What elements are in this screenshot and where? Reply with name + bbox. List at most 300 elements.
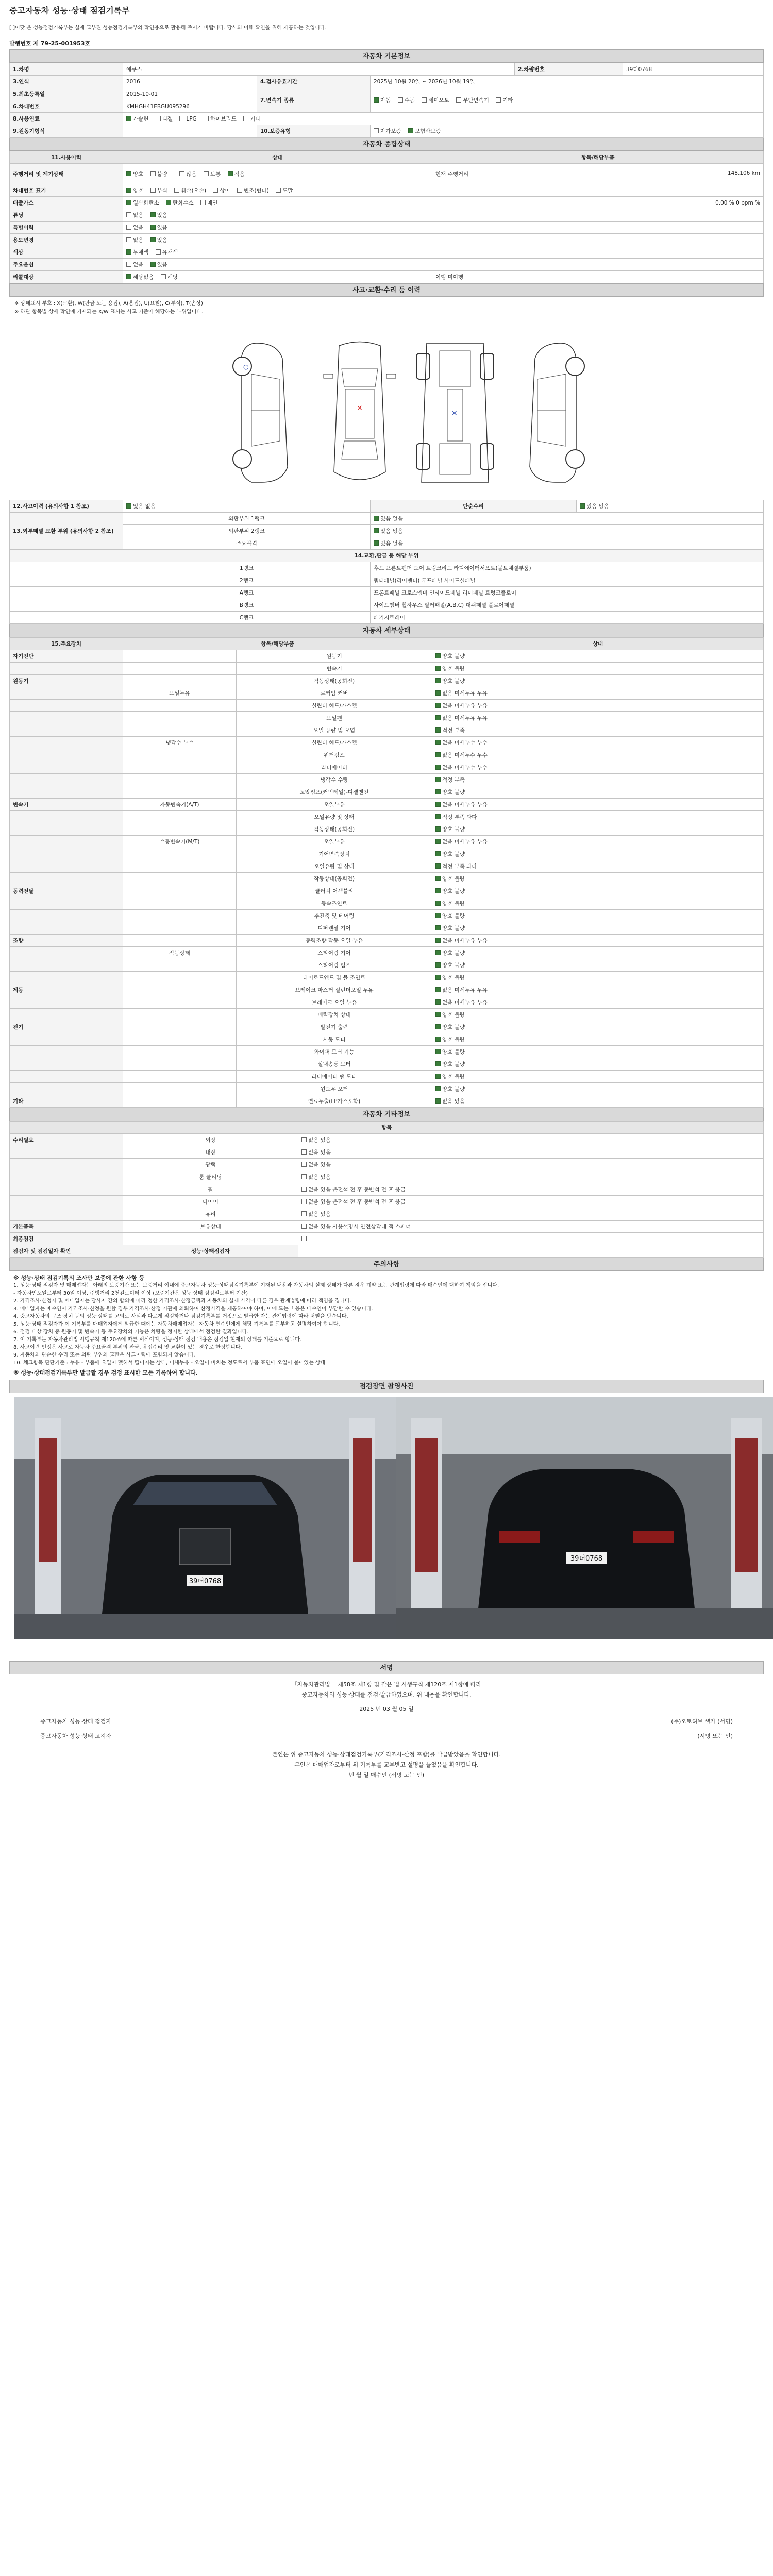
detail-sub: [123, 650, 237, 663]
other-row: [10, 1221, 764, 1233]
mileage-label: 주행거리 및 계기상태: [10, 164, 123, 184]
option-label: 양호 불량: [442, 851, 465, 857]
checkbox[interactable]: [408, 128, 413, 133]
checkbox[interactable]: [179, 171, 184, 176]
detail-item: 고압펌프(커먼레일)-디젤엔진: [237, 786, 432, 799]
detail-group: 기타: [10, 1095, 123, 1108]
checkbox[interactable]: [126, 171, 131, 176]
general-row-note: [432, 222, 764, 234]
detail-sub: [123, 823, 237, 836]
detail-status: [432, 1083, 764, 1095]
basic-label: 9.원동기형식: [10, 125, 123, 138]
checkbox[interactable]: [435, 653, 441, 658]
transmission-options: [371, 88, 764, 113]
detail-row: [10, 836, 764, 848]
detail-row: [10, 737, 764, 749]
other-status: [298, 1196, 764, 1208]
detail-status: [432, 959, 764, 972]
mileage-value: 148,106 km: [727, 170, 760, 176]
checkbox[interactable]: [126, 274, 131, 279]
detail-item: 스티어링 펌프: [237, 959, 432, 972]
checkbox[interactable]: [301, 1199, 307, 1204]
other-group: 최종점검: [10, 1233, 123, 1245]
option-label: 없음 있음: [308, 1162, 331, 1168]
option-label: 없음: [133, 225, 144, 231]
detail-item: 라디에이터 팬 모터: [237, 1071, 432, 1083]
checkbox[interactable]: [374, 528, 379, 533]
detail-row: [10, 922, 764, 935]
detail-row: [10, 1095, 764, 1108]
other-rows: [10, 1134, 764, 1245]
checkbox[interactable]: [126, 212, 131, 217]
checkbox[interactable]: [435, 727, 441, 733]
general-row-label: 배출가스: [10, 197, 123, 209]
checkbox[interactable]: [156, 116, 161, 121]
checkbox[interactable]: [276, 188, 281, 193]
detail-item: 작동상태(공회전): [237, 675, 432, 687]
detail-group: [10, 761, 123, 774]
detail-sub: 오일누유: [123, 687, 237, 700]
detail-sub: [123, 786, 237, 799]
checkbox[interactable]: [150, 171, 156, 176]
other-row: [10, 1134, 764, 1146]
parts-group-label: [10, 562, 123, 574]
detail-item: 스티어링 기어: [237, 947, 432, 959]
detail-item: 워터펌프: [237, 749, 432, 761]
detail-item: 원동기: [237, 650, 432, 663]
checkbox[interactable]: [435, 1049, 441, 1054]
parts-items: 후드 프론트펜더 도어 트렁크리드 라디에이터서포트(볼트체결부품): [371, 562, 764, 574]
mileage-value-cell: [432, 164, 764, 184]
other-row: [10, 1159, 764, 1171]
parts-rank: 1랭크: [123, 562, 371, 574]
car-top-view: [318, 338, 401, 487]
checkbox[interactable]: [374, 540, 379, 546]
checkbox[interactable]: [301, 1224, 307, 1229]
detail-sub: [123, 1033, 237, 1046]
general-row-label: 튜닝: [10, 209, 123, 222]
detail-sub: [123, 959, 237, 972]
notice-footer: ※ 성능·상태점검기록부만 발급할 경우 검정 표시한 모든 기록하여 합니다.: [13, 1369, 198, 1376]
option-label: 양호 불량: [442, 1074, 465, 1080]
checkbox[interactable]: [435, 715, 441, 720]
other-status: [298, 1146, 764, 1159]
option-label: 훼손(오손): [181, 188, 207, 194]
checkbox[interactable]: [435, 938, 441, 943]
checkbox[interactable]: [435, 765, 441, 770]
option-label: 적정 부족 과다: [442, 814, 477, 820]
checkbox[interactable]: [435, 690, 441, 696]
checkbox[interactable]: [179, 116, 184, 121]
option-label: 양호 불량: [442, 1037, 465, 1043]
detail-group: [10, 1083, 123, 1095]
detail-status: [432, 749, 764, 761]
detail-item: 와이퍼 모터 기능: [237, 1046, 432, 1058]
detail-sub: [123, 972, 237, 984]
option-label: 양호 불량: [442, 901, 465, 907]
sign-right: (주)오토허브 셀카 (서명): [671, 1718, 733, 1725]
checkbox[interactable]: [301, 1137, 307, 1142]
checkbox[interactable]: [126, 237, 131, 242]
detail-item: 배력장치 상태: [237, 1009, 432, 1021]
checkbox[interactable]: [301, 1149, 307, 1155]
checkbox[interactable]: [435, 678, 441, 683]
checkbox[interactable]: [435, 1098, 441, 1104]
checkbox[interactable]: [150, 188, 156, 193]
general-row-label: 색상: [10, 246, 123, 259]
buyer-line: 본인은 위 중고자동차 성능·상태점검기록부(가격조사·산정 포함)를 발급받았음을 확인합니다.: [272, 1751, 501, 1758]
checkbox[interactable]: [435, 975, 441, 980]
detail-item: 클러치 어셈블리: [237, 885, 432, 897]
sign-line: 중고자동차의 성능·상태를 점검·발급하였으며, 위 내용을 확인합니다.: [301, 1691, 472, 1698]
checkbox[interactable]: [422, 97, 427, 103]
detail-item: 시동 모터: [237, 1033, 432, 1046]
other-group: 기본품목: [10, 1221, 123, 1233]
option-label: 양호 불량: [442, 789, 465, 795]
option-label: 없음 있음: [308, 1137, 331, 1143]
detail-row: [10, 848, 764, 860]
checkbox[interactable]: [435, 1061, 441, 1066]
checkbox[interactable]: [161, 274, 166, 279]
detail-row: [10, 675, 764, 687]
sign-line: 「자동차관리법」 제58조 제1항 및 같은 법 시행규칙 제120조 제1항에 따라: [291, 1681, 482, 1688]
detail-group: [10, 947, 123, 959]
checkbox[interactable]: [435, 802, 441, 807]
detail-row: [10, 1021, 764, 1033]
checkbox[interactable]: [435, 703, 441, 708]
basic-label: 1.차명: [10, 63, 123, 76]
mark-x: ×: [451, 409, 458, 417]
inspector-label: 점검자 및 점검일자 확인: [10, 1245, 123, 1258]
option-label: 양호 불량: [442, 1061, 465, 1067]
column-header: 15.주요장치: [10, 638, 123, 650]
checkbox[interactable]: [213, 188, 218, 193]
detail-sub: [123, 1046, 237, 1058]
notice-line: 2. 가격조사·산정자 및 매매업자는 당사자 간의 합의에 따라 정한 가격조사·산정금액과 자동차의 실제 가격이 다른 경우 관계법령에 따라 책임을 집니다.: [13, 1298, 351, 1304]
checkbox[interactable]: [204, 171, 209, 176]
checkbox[interactable]: [435, 789, 441, 794]
checkbox[interactable]: [374, 128, 379, 133]
option-label: 양호 불량: [442, 1086, 465, 1092]
option-label: 있음 없음: [380, 540, 403, 547]
option-label: 없음 미세누유 누유: [442, 839, 488, 845]
accident-label: 13.외부패널 교환 부위 (유의사항 2 참조): [10, 513, 123, 550]
car-right-side-view: [509, 338, 592, 487]
option-label: 있음 없음: [380, 516, 403, 522]
checkbox[interactable]: [301, 1236, 307, 1241]
svg-text:○: ○: [243, 363, 249, 370]
detail-item: 로커암 커버: [237, 687, 432, 700]
checkbox[interactable]: [204, 116, 209, 121]
detail-status: [432, 1058, 764, 1071]
detail-item: 추진축 및 베어링: [237, 910, 432, 922]
checkbox[interactable]: [166, 200, 171, 205]
detail-group: [10, 774, 123, 786]
option-label: 변조(변타): [244, 188, 269, 194]
checkbox[interactable]: [237, 188, 242, 193]
basic-label: 3.연식: [10, 76, 123, 88]
option-label: 기타: [502, 97, 513, 104]
detail-status: [432, 1009, 764, 1021]
basic-value: 2015-10-01: [123, 88, 257, 100]
general-row-label: 특별이력: [10, 222, 123, 234]
parts-items: 사이드멤버 휠하우스 필러패널(A,B,C) 대쉬패널 플로어패널: [371, 599, 764, 612]
option-label: 없음 있음 사용설명서 안전삼각대 잭 스패너: [308, 1224, 411, 1230]
photo-area: [9, 1393, 764, 1661]
checkbox[interactable]: [126, 225, 131, 230]
section-detail-title: 자동차 세부상태: [9, 624, 764, 637]
checkbox[interactable]: [435, 814, 441, 819]
other-status: [298, 1159, 764, 1171]
detail-status: [432, 712, 764, 724]
parts-items: 패키지트레이: [371, 612, 764, 624]
checkbox[interactable]: [435, 999, 441, 1005]
option-label: 있음 없음: [380, 528, 403, 534]
detail-sub: [123, 749, 237, 761]
detail-group: [10, 811, 123, 823]
detail-sub: [123, 761, 237, 774]
option-label: 양호 불량: [442, 1049, 465, 1055]
notice-line: 7. 이 기록부는 자동차관리법 시행규칙 제120조에 따른 서식이며, 성능·상태 점검 내용은 점검일 현재의 상태를 기준으로 합니다.: [13, 1337, 302, 1343]
mileage-status: [123, 164, 432, 184]
other-group: [10, 1146, 123, 1159]
option-label: 많음: [186, 171, 197, 177]
detail-item: 오일유량 및 상태: [237, 860, 432, 873]
checkbox[interactable]: [200, 200, 206, 205]
option-label: 양호 불량: [442, 1024, 465, 1030]
detail-row: [10, 897, 764, 910]
section-sign-title: 서명: [9, 1661, 764, 1674]
other-status: [298, 1221, 764, 1233]
column-header: 11.사용이력: [10, 151, 123, 164]
notice-line: 3. 매매업자는 매수인이 가격조사·산정을 원할 경우 가격조사·산정 기관에 의뢰하여 산정가격을 제공하여야 하며, 이에 드는 비용은 매수인이 부담할 수 있습니다.: [13, 1306, 373, 1312]
detail-group: 제동: [10, 984, 123, 996]
option-label: 양호 불량: [442, 678, 465, 684]
checkbox[interactable]: [435, 666, 441, 671]
checkbox[interactable]: [435, 876, 441, 881]
rear-inspection-photo: [396, 1397, 773, 1639]
detail-status: [432, 811, 764, 823]
basic-label: 6.차대번호: [10, 100, 123, 113]
general-row-options: [123, 234, 432, 246]
detail-row: [10, 1009, 764, 1021]
accident-row-label: 주요골격: [123, 537, 371, 550]
other-item: 휠: [123, 1183, 298, 1196]
notice-lines: [13, 1282, 760, 1367]
checkbox[interactable]: [150, 237, 156, 242]
option-label: 양호 불량: [442, 950, 465, 956]
detail-table: [9, 637, 764, 1108]
checkbox[interactable]: [374, 97, 379, 103]
fuel-options: [123, 113, 764, 125]
checkbox[interactable]: [126, 503, 131, 509]
other-row: [10, 1196, 764, 1208]
detail-sub: [123, 811, 237, 823]
option-label: 있음: [157, 225, 167, 231]
warranty-options: [371, 125, 764, 138]
detail-status: [432, 1046, 764, 1058]
detail-item: 등속조인트: [237, 897, 432, 910]
general-row-options: [123, 222, 432, 234]
option-label: 없음 미세누유 누유: [442, 690, 488, 697]
general-row-note: [432, 234, 764, 246]
checkbox[interactable]: [150, 262, 156, 267]
column-header: 항목/해당부품: [123, 638, 432, 650]
checkbox[interactable]: [374, 516, 379, 521]
basic-value: KMHGH41EBGU095296: [123, 100, 257, 113]
detail-status: [432, 836, 764, 848]
option-label: 기타: [250, 116, 261, 122]
detail-status: [432, 823, 764, 836]
checkbox[interactable]: [435, 839, 441, 844]
checkbox[interactable]: [126, 116, 131, 121]
other-row: [10, 1233, 764, 1245]
other-status: [298, 1183, 764, 1196]
detail-item: 실내송풍 모터: [237, 1058, 432, 1071]
general-row-options: [123, 209, 432, 222]
option-label: 없음 미세누수 누수: [442, 765, 488, 771]
checkbox[interactable]: [435, 925, 441, 930]
detail-group: [10, 663, 123, 675]
checkbox[interactable]: [435, 1074, 441, 1079]
option-label: 양호 불량: [442, 913, 465, 919]
detail-group: [10, 836, 123, 848]
checkbox[interactable]: [435, 987, 441, 992]
detail-sub: [123, 663, 237, 675]
checkbox[interactable]: [301, 1187, 307, 1192]
checkbox[interactable]: [435, 1037, 441, 1042]
checkbox[interactable]: [435, 1012, 441, 1017]
detail-item: 오일 유량 및 오염: [237, 724, 432, 737]
detail-sub: [123, 712, 237, 724]
detail-row: [10, 811, 764, 823]
detail-item: 연료누출(LP가스포함): [237, 1095, 432, 1108]
basic-label: 4.검사유효기간: [257, 76, 371, 88]
inspector-signature: [298, 1245, 764, 1258]
notice-block: [9, 1271, 764, 1380]
detail-row: [10, 947, 764, 959]
accident-value: [371, 525, 764, 537]
detail-item: 발전기 출력: [237, 1021, 432, 1033]
checkbox[interactable]: [301, 1211, 307, 1216]
other-group: [10, 1183, 123, 1196]
option-label: 양호 불량: [442, 1012, 465, 1018]
option-label: 매연: [207, 200, 218, 206]
checkbox[interactable]: [301, 1162, 307, 1167]
checkbox[interactable]: [156, 249, 161, 255]
checkbox[interactable]: [435, 826, 441, 832]
checkbox[interactable]: [435, 1086, 441, 1091]
detail-group: [10, 1033, 123, 1046]
option-label: 없음 있음: [308, 1174, 331, 1180]
detail-item: 오일누유: [237, 799, 432, 811]
detail-row: [10, 935, 764, 947]
detail-row: [10, 885, 764, 897]
checkbox[interactable]: [150, 225, 156, 230]
front-inspection-photo: [14, 1397, 396, 1639]
checkbox[interactable]: [150, 212, 156, 217]
checkbox[interactable]: [435, 851, 441, 856]
sign-left: 중고자동차 성능·상태 점검자: [40, 1718, 112, 1725]
checkbox[interactable]: [398, 97, 403, 103]
detail-status: [432, 873, 764, 885]
general-row-options: [123, 197, 432, 209]
checkbox[interactable]: [435, 1024, 441, 1029]
checkbox[interactable]: [435, 752, 441, 757]
checkbox[interactable]: [456, 97, 461, 103]
other-item: 내장: [123, 1146, 298, 1159]
option-label: 있음: [157, 212, 167, 218]
parts-rank: 2랭크: [123, 574, 371, 587]
detail-row: [10, 650, 764, 663]
checkbox[interactable]: [435, 913, 441, 918]
other-group: [10, 1196, 123, 1208]
checkbox[interactable]: [435, 740, 441, 745]
basic-label: 10.보증유형: [257, 125, 371, 138]
notice-line: 10. 체크항목 판단기준 : 누유 - 부품에 오일이 맺혀서 떨어지는 상태, 미세누유 - 오일이 비치는 정도로서 부품 표면에 오일이 묻어있는 상태: [13, 1360, 326, 1366]
parts-group-label: [10, 587, 123, 599]
general-row-label: 주요옵션: [10, 259, 123, 271]
detail-group: 동력전달: [10, 885, 123, 897]
detail-status: [432, 910, 764, 922]
checkbox[interactable]: [435, 950, 441, 955]
checkbox[interactable]: [126, 249, 131, 255]
option-label: 부식: [157, 188, 167, 194]
checkbox[interactable]: [435, 777, 441, 782]
checkbox[interactable]: [580, 503, 585, 509]
checkbox[interactable]: [435, 888, 441, 893]
checkbox[interactable]: [435, 901, 441, 906]
checkbox[interactable]: [435, 962, 441, 968]
detail-sub: [123, 774, 237, 786]
checkbox[interactable]: [174, 188, 179, 193]
checkbox[interactable]: [228, 171, 233, 176]
accident-value: [123, 500, 371, 513]
checkbox[interactable]: [435, 863, 441, 869]
checkbox[interactable]: [126, 200, 131, 205]
detail-sub: [123, 1058, 237, 1071]
checkbox[interactable]: [126, 262, 131, 267]
general-row-note: 0.00 % 0 ppm %: [432, 197, 764, 209]
detail-item: 오일유량 및 상태: [237, 811, 432, 823]
detail-group: [10, 687, 123, 700]
option-label: LPG: [186, 116, 197, 122]
option-label: 없음 있음: [308, 1149, 331, 1156]
inspector-value: 성능·상태점검자: [123, 1245, 298, 1258]
checkbox[interactable]: [243, 116, 248, 121]
option-label: 양호 불량: [442, 962, 465, 969]
detail-item: 동력조향 작동 오일 누유: [237, 935, 432, 947]
checkbox[interactable]: [496, 97, 501, 103]
parts-items: 쿼터패널(리어펜더) 루프패널 사이드실패널: [371, 574, 764, 587]
parts-group-label: [10, 612, 123, 624]
other-group: [10, 1171, 123, 1183]
detail-row: [10, 786, 764, 799]
detail-item: 기어변속장치: [237, 848, 432, 860]
general-row-label: 리콜대상: [10, 271, 123, 283]
detail-group: 변속기: [10, 799, 123, 811]
general-row-label: 용도변경: [10, 234, 123, 246]
option-label: 없음 미세누수 누수: [442, 752, 488, 758]
checkbox[interactable]: [301, 1174, 307, 1179]
detail-status: [432, 675, 764, 687]
option-label: 있음 없음: [586, 503, 609, 510]
sign-date: 2025 년 03 월 05 일: [359, 1706, 414, 1713]
detail-group: [10, 1071, 123, 1083]
detail-item: 오일팬: [237, 712, 432, 724]
detail-item: 작동상태(공회전): [237, 873, 432, 885]
checkbox[interactable]: [126, 188, 131, 193]
